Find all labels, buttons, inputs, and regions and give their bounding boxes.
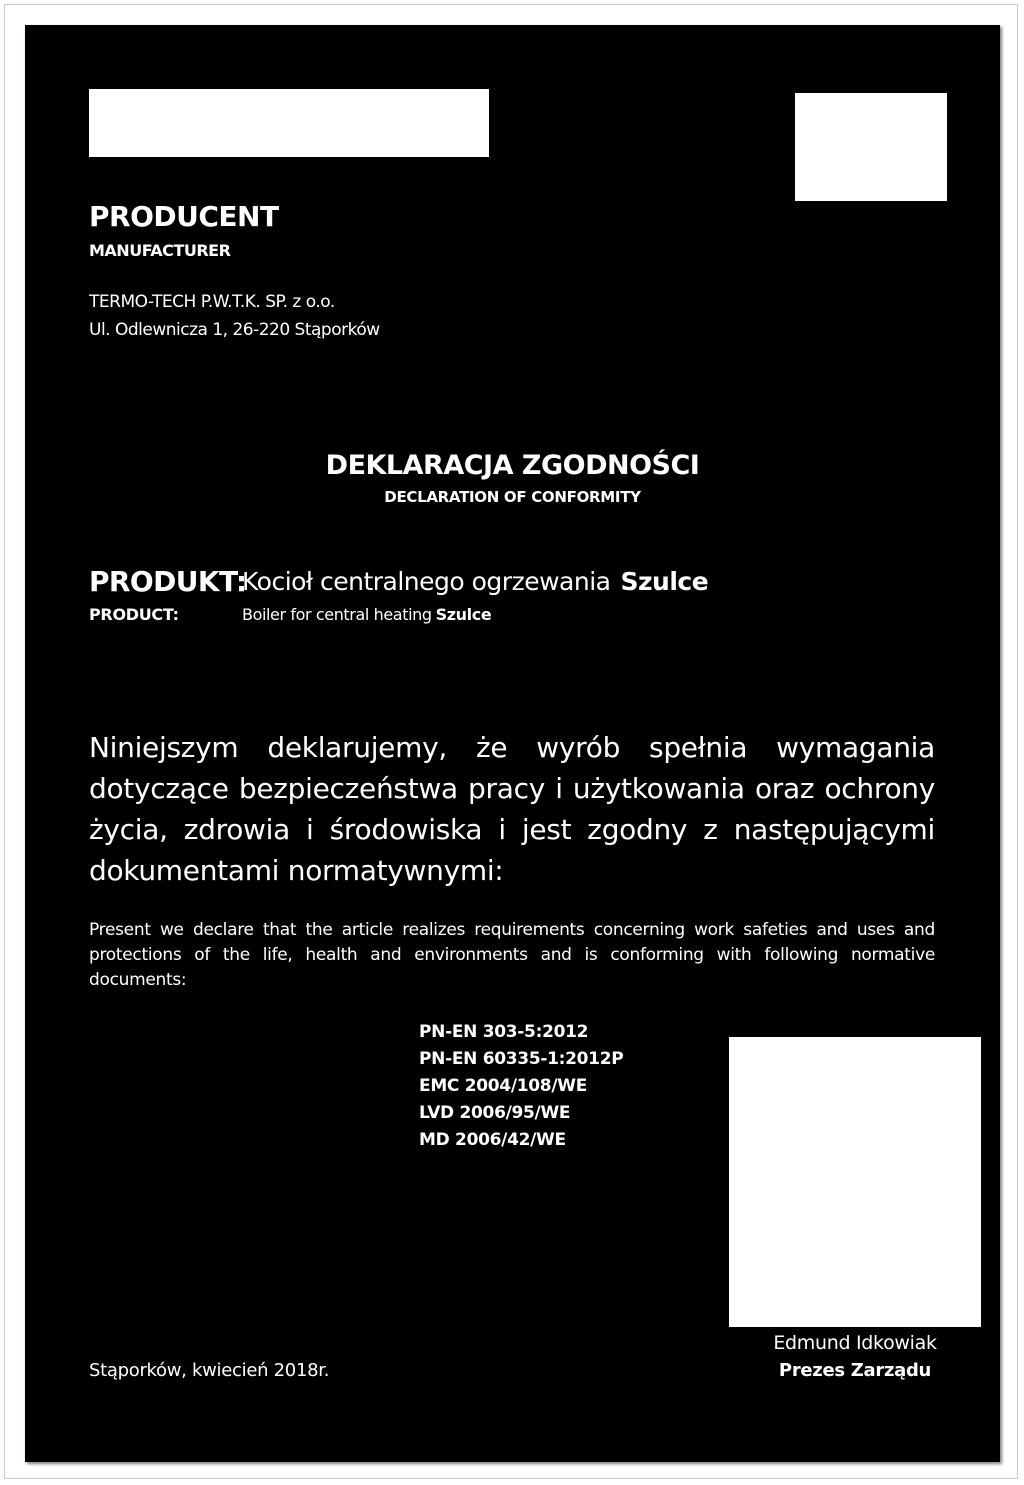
redacted-logo [89,89,489,157]
signer-name: Edmund Idkowiak [773,1332,937,1354]
redacted-mark [795,93,947,201]
standard-item: EMC 2004/108/WE [419,1076,588,1096]
standard-item: MD 2006/42/WE [419,1130,566,1150]
product-description-en: Boiler for central heating [242,605,432,624]
place-date: Stąporków, kwiecień 2018r. [89,1360,330,1381]
product-value [242,567,708,596]
manufacturer-heading: PRODUCENT [89,200,279,233]
product-description: Kocioł centralnego ogrzewania [242,567,611,596]
company-address: Ul. Odlewnicza 1, 26-220 Stąporków [89,320,380,340]
product-name-en: Szulce [435,605,492,624]
standard-item: PN-EN 303-5:2012 [419,1022,589,1042]
company-name: TERMO-TECH P.W.T.K. SP. z o.o. [89,292,335,312]
standard-item: PN-EN 60335-1:2012P [419,1049,624,1069]
manufacturer-subheading: MANUFACTURER [89,241,231,260]
redacted-signature [729,1037,981,1327]
declaration-subtitle: DECLARATION OF CONFORMITY [384,488,641,506]
signer-title: Prezes Zarządu [778,1360,932,1381]
product-label: PRODUKT: [89,565,247,598]
product-value-en [242,605,491,624]
standards-list [419,1019,623,1154]
statement-polish: Niniejszym deklarujemy, że wyrób spełnia wymagania dotyczące bezpieczeństwa pracy i użytkowania oraz ochrony życia, zdrowia i środowiska i jest zgodny z następującymi dokumentami normatywnymi: [89,731,935,887]
product-label-en: PRODUCT: [89,605,179,624]
declaration-document [25,25,1000,1462]
statement-english: Present we declare that the article realizes requirements concerning work safeties and uses and protections of the life, health and environments and is conforming with following normative documents: [89,920,935,990]
product-name: Szulce [620,567,709,596]
standard-item: LVD 2006/95/WE [419,1103,571,1123]
declaration-title: DEKLARACJA ZGODNOŚCI [325,450,700,481]
